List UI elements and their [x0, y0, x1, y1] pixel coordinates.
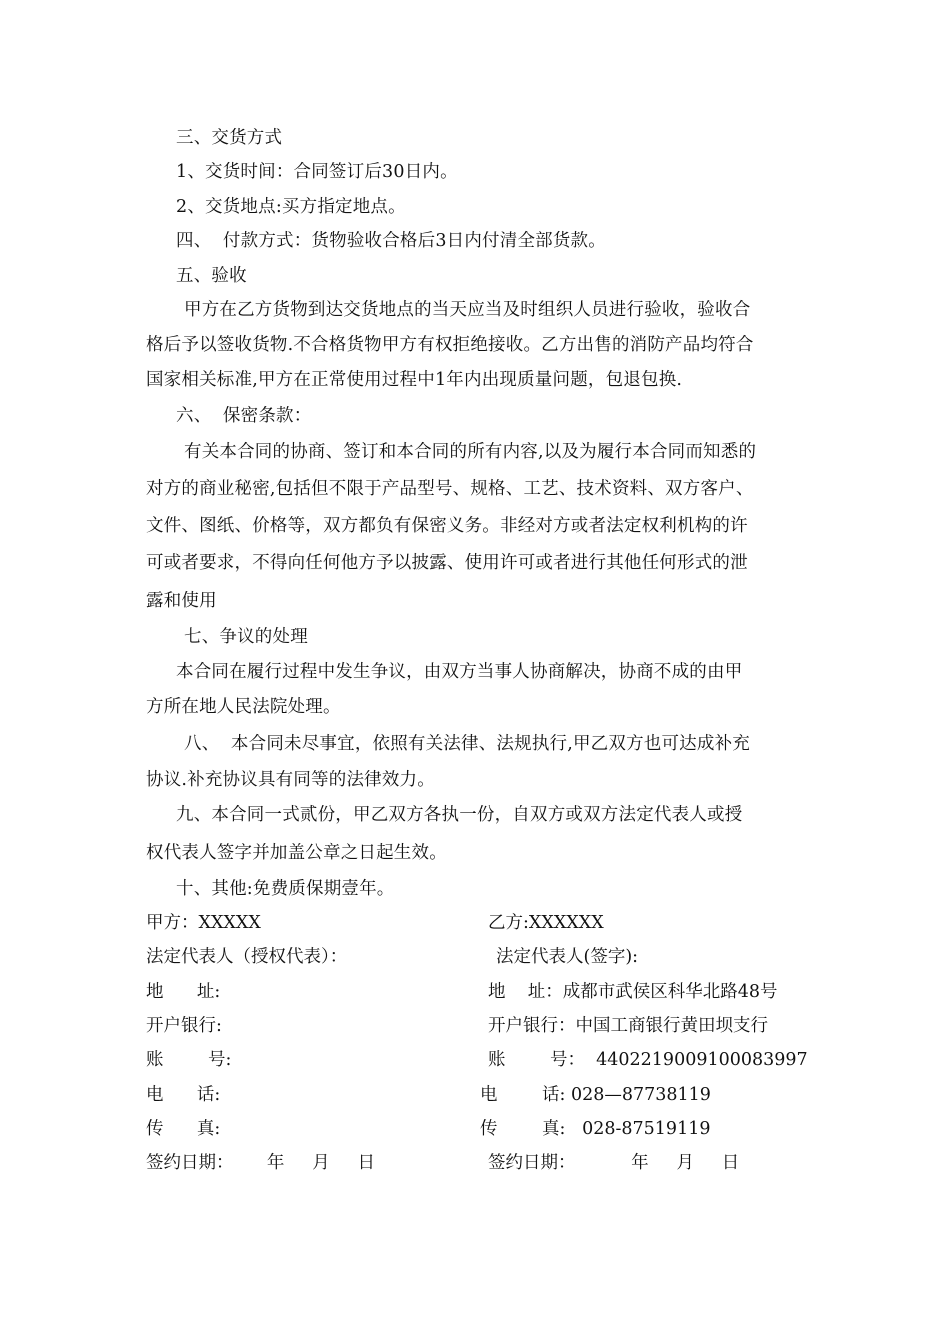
section-6-line-5: 露和使用 — [146, 591, 217, 611]
party-b-date: 签约日期： 年 月 日 — [488, 1153, 740, 1173]
party-a-account: 账 号: — [146, 1050, 232, 1070]
party-b-account: 账 号： 4402219009100083997 — [488, 1050, 808, 1070]
party-a-name: 甲方：XXXXX — [146, 913, 261, 933]
section-5-line-1: 甲方在乙方货物到达交货地点的当天应当及时组织人员进行验收，验收合 — [184, 300, 751, 320]
section-6-title: 六、 保密条款： — [176, 406, 312, 426]
party-b-fax: 传 真: 028-87519119 — [480, 1119, 711, 1139]
section-6-line-4: 可或者要求，不得向任何他方予以披露、使用许可或者进行其他任何形式的泄 — [146, 553, 748, 573]
section-4: 四、 付款方式：货物验收合格后3日内付清全部货款。 — [176, 231, 606, 251]
section-3-item-2: 2、交货地点:买方指定地点。 — [176, 197, 406, 217]
party-a-rep: 法定代表人（授权代表）： — [146, 947, 348, 967]
party-b-address: 地 址：成都市武侯区科华北路48号 — [488, 982, 778, 1002]
section-6-line-1: 有关本合同的协商、签订和本合同的所有内容,以及为履行本合同而知悉的 — [184, 442, 757, 462]
section-3-item-1: 1、交货时间：合同签订后30日内。 — [176, 162, 458, 182]
section-7-title: 七、争议的处理 — [184, 627, 308, 647]
section-3-title: 三、交货方式 — [176, 128, 283, 148]
section-7-line-2: 方所在地人民法院处理。 — [146, 697, 341, 717]
section-9-line-1: 九、本合同一式贰份，甲乙双方各执一份，自双方或双方法定代表人或授 — [176, 805, 743, 825]
party-a-address: 地 址: — [146, 982, 221, 1002]
party-a-bank: 开户银行: — [146, 1016, 222, 1036]
party-b-name: 乙方:XXXXXX — [488, 913, 604, 933]
section-8-line-2: 协议.补充协议具有同等的法律效力。 — [146, 770, 435, 790]
party-a-tel: 电 话: — [146, 1085, 221, 1105]
party-b-tel: 电 话: 028—87738119 — [480, 1085, 711, 1105]
section-6-line-2: 对方的商业秘密,包括但不限于产品型号、规格、工艺、技术资料、双方客户、 — [146, 479, 754, 499]
section-5-line-2: 格后予以签收货物.不合格货物甲方有权拒绝接收。乙方出售的消防产品均符合 — [146, 335, 754, 355]
section-10: 十、其他:免费质保期壹年。 — [176, 879, 395, 899]
party-a-fax: 传 真: — [146, 1119, 221, 1139]
section-6-line-3: 文件、图纸、价格等，双方都负有保密义务。非经对方或者法定权利机构的许 — [146, 516, 748, 536]
section-5-title: 五、验收 — [176, 266, 247, 286]
section-7-line-1: 本合同在履行过程中发生争议，由双方当事人协商解决，协商不成的由甲 — [176, 662, 743, 682]
section-9-line-2: 权代表人签字并加盖公章之日起生效。 — [146, 843, 447, 863]
party-a-date: 签约日期： 年 月 日 — [146, 1153, 376, 1173]
party-b-bank: 开户银行：中国工商银行黄田坝支行 — [488, 1016, 768, 1036]
section-5-line-3: 国家相关标准,甲方在正常使用过程中1年内出现质量问题，包退包换. — [146, 370, 683, 390]
section-8-line-1: 八、 本合同未尽事宜，依照有关法律、法规执行,甲乙双方也可达成补充 — [184, 734, 750, 754]
party-b-rep: 法定代表人(签字): — [496, 947, 639, 967]
